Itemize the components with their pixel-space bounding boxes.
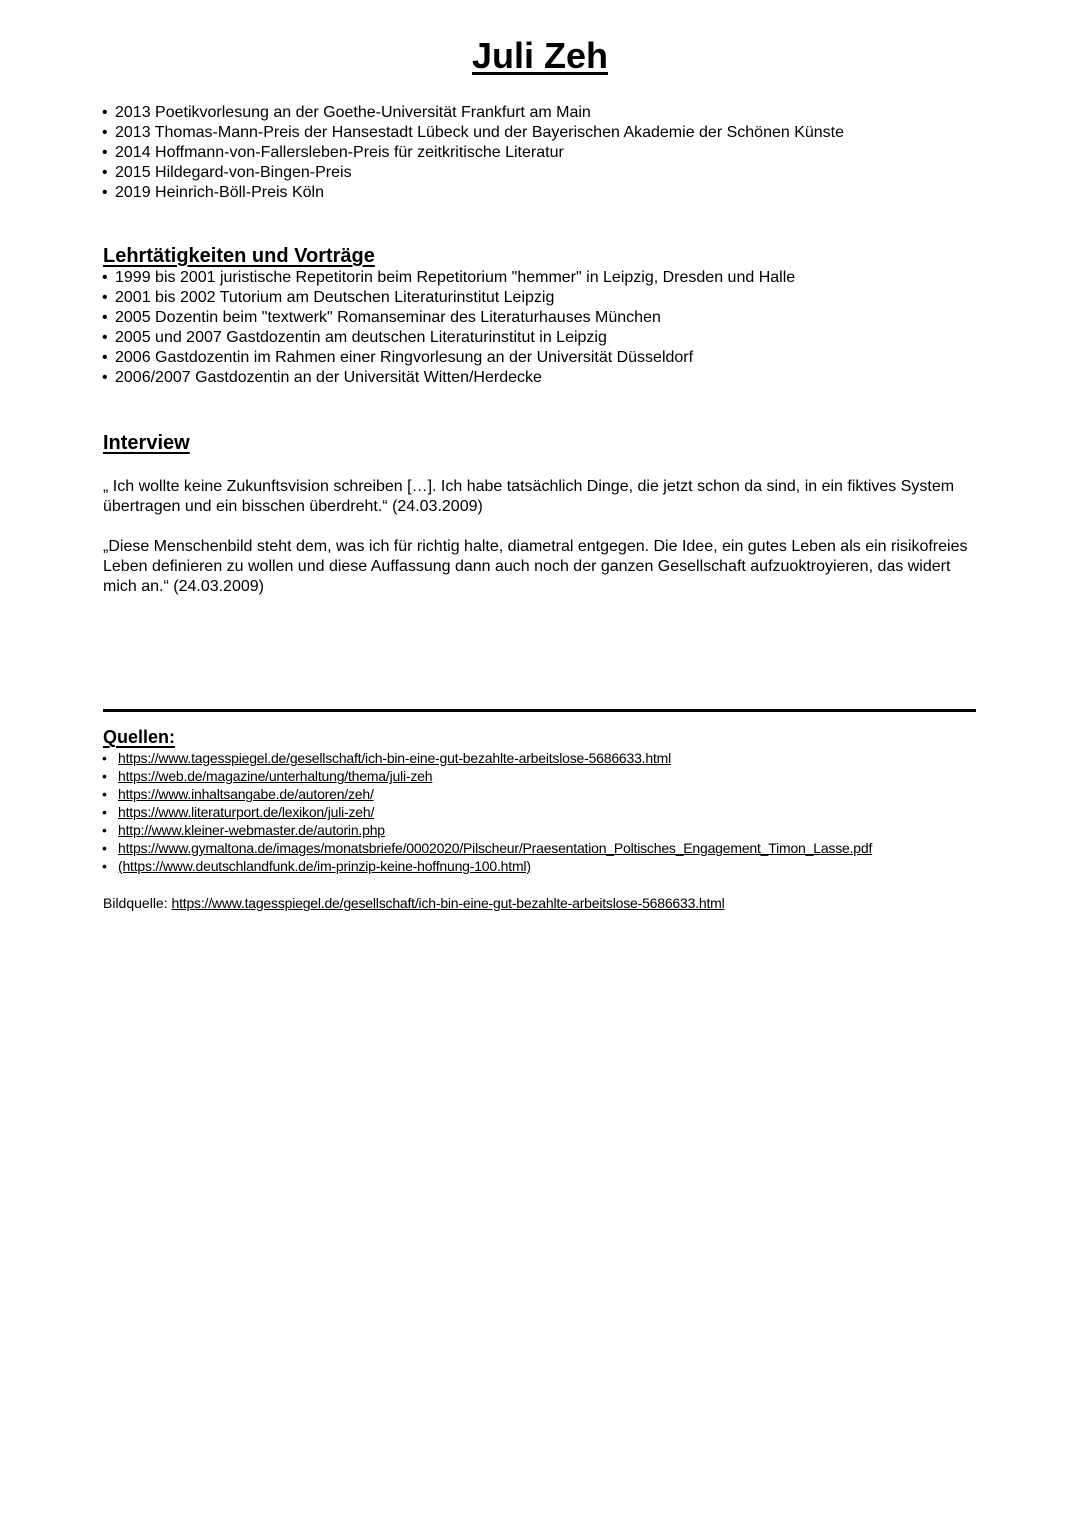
bullet: • bbox=[102, 164, 108, 181]
list-item bbox=[102, 749, 1002, 767]
interview-quote-2: „Diese Menschenbild steht dem, was ich für richtig halte, diametral entgegen. Die Idee, ein gutes Leben als ein risikofreies Leben definieren zu wollen und diese Auffassung dann auch noch der ganzen Gesellschaft aufzuoktroyieren, das widert mich an.“ (24.03.2009) bbox=[103, 538, 968, 595]
teaching-text: 2005 und 2007 Gastdozentin am deutschen Literaturinstitut in Leipzig bbox=[115, 329, 607, 346]
list-item bbox=[102, 183, 982, 203]
source-link[interactable]: (https://www.deutschlandfunk.de/im-prinzip-keine-hoffnung-100.html) bbox=[118, 858, 531, 874]
award-text: 2013 Thomas-Mann-Preis der Hansestadt Lübeck und der Bayerischen Akademie der Schönen Künste bbox=[115, 124, 845, 141]
teaching-text: 2005 Dozentin beim "textwerk" Romanseminar des Literaturhauses München bbox=[115, 309, 661, 326]
sources-list bbox=[102, 749, 1002, 875]
award-text: 2015 Hildegard-von-Bingen-Preis bbox=[115, 164, 352, 181]
bullet: • bbox=[102, 822, 107, 838]
bullet: • bbox=[102, 144, 108, 161]
bullet: • bbox=[102, 349, 108, 366]
source-link[interactable]: http://www.kleiner-webmaster.de/autorin.php bbox=[118, 822, 385, 838]
award-text: 2019 Heinrich-Böll-Preis Köln bbox=[115, 184, 324, 201]
bullet: • bbox=[102, 786, 107, 802]
source-link[interactable]: https://www.gymaltona.de/images/monatsbriefe/0002020/Pilscheur/Praesentation_Poltisches_Engagement_Timon_Lasse.pdf bbox=[118, 840, 873, 856]
list-item bbox=[102, 328, 982, 348]
list-item bbox=[102, 288, 982, 308]
bullet: • bbox=[102, 269, 108, 286]
list-item bbox=[102, 368, 982, 388]
interview-heading: Interview bbox=[103, 432, 190, 454]
list-item bbox=[102, 857, 1002, 875]
bullet: • bbox=[102, 768, 107, 784]
list-item bbox=[102, 103, 982, 123]
bullet: • bbox=[102, 329, 108, 346]
list-item bbox=[102, 163, 982, 183]
bullet: • bbox=[102, 804, 107, 820]
teaching-text: 2001 bis 2002 Tutorium am Deutschen Literaturinstitut Leipzig bbox=[115, 289, 555, 306]
source-link[interactable]: https://web.de/magazine/unterhaltung/thema/juli-zeh bbox=[118, 768, 433, 784]
list-item bbox=[102, 767, 1002, 785]
list-item bbox=[102, 143, 982, 163]
award-text: 2014 Hoffmann-von-Fallersleben-Preis für zeitkritische Literatur bbox=[115, 144, 564, 161]
list-item bbox=[102, 803, 1002, 821]
interview-quote-1: „ Ich wollte keine Zukunftsvision schreiben […]. Ich habe tatsächlich Dinge, die jetzt schon da sind, in ein fiktives System übertragen und ein bisschen überdreht.“ (24.03.2009) bbox=[103, 478, 955, 515]
list-item bbox=[102, 348, 982, 368]
source-link[interactable]: https://www.tagesspiegel.de/gesellschaft/ich-bin-eine-gut-bezahlte-arbeitslose-5686633.html bbox=[118, 750, 672, 766]
bullet: • bbox=[102, 858, 107, 874]
bullet: • bbox=[102, 369, 108, 386]
bullet: • bbox=[102, 184, 108, 201]
teaching-text: 2006 Gastdozentin im Rahmen einer Ringvorlesung an der Universität Düsseldorf bbox=[115, 349, 694, 366]
image-source-label: Bildquelle: bbox=[103, 895, 168, 911]
image-source bbox=[103, 894, 725, 912]
list-item bbox=[102, 308, 982, 328]
section-divider bbox=[103, 709, 976, 712]
list-item bbox=[102, 785, 1002, 803]
list-item bbox=[102, 268, 982, 288]
list-item bbox=[102, 123, 982, 143]
teaching-list bbox=[102, 268, 982, 388]
bullet: • bbox=[102, 289, 108, 306]
source-link[interactable]: https://www.literaturport.de/lexikon/juli-zeh/ bbox=[118, 804, 375, 820]
bullet: • bbox=[102, 750, 107, 766]
list-item bbox=[102, 839, 1002, 857]
bullet: • bbox=[102, 124, 108, 141]
bullet: • bbox=[102, 840, 107, 856]
teaching-heading: Lehrtätigkeiten und Vorträge bbox=[103, 245, 375, 267]
sources-heading: Quellen: bbox=[103, 727, 176, 747]
teaching-text: 1999 bis 2001 juristische Repetitorin beim Repetitorium "hemmer" in Leipzig, Dresden und Halle bbox=[115, 269, 796, 286]
teaching-text: 2006/2007 Gastdozentin an der Universität Witten/Herdecke bbox=[115, 369, 542, 386]
award-text: 2013 Poetikvorlesung an der Goethe-Universität Frankfurt am Main bbox=[115, 104, 591, 121]
page-title: Juli Zeh bbox=[471, 35, 609, 76]
list-item bbox=[102, 821, 1002, 839]
bullet: • bbox=[102, 309, 108, 326]
source-link[interactable]: https://www.inhaltsangabe.de/autoren/zeh/ bbox=[118, 786, 374, 802]
image-source-link[interactable]: https://www.tagesspiegel.de/gesellschaft/ich-bin-eine-gut-bezahlte-arbeitslose-5686633.html bbox=[171, 895, 725, 911]
bullet: • bbox=[102, 104, 108, 121]
awards-list bbox=[102, 103, 982, 203]
